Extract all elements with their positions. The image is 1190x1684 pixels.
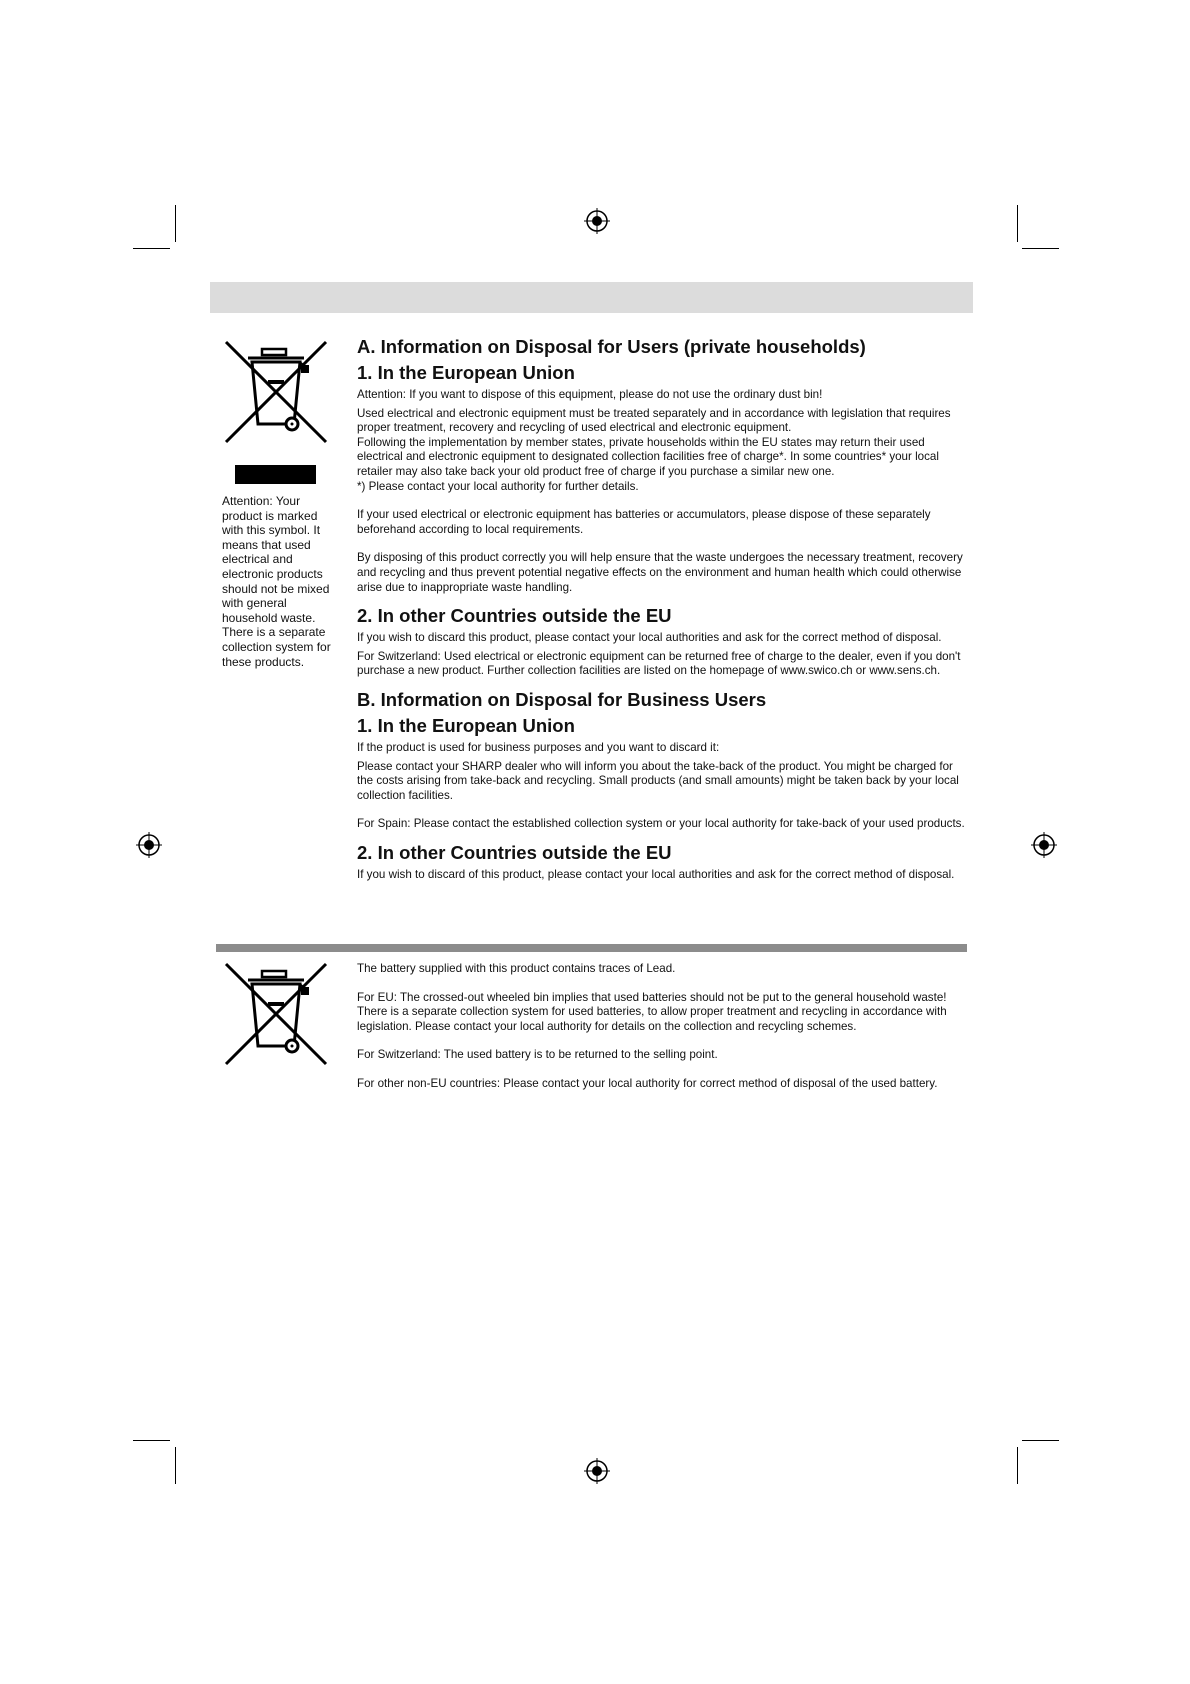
crossed-out-wheeled-bin-icon [222,962,330,1066]
section-a-eu-p3: Following the implementation by member states, private households within the EU states may return their used electrical and electronic equipment to designated collection facilities free of charge*. In some countries* your local retailer may also take back your old product free of charge if you purchase a similar new one. [357,435,939,478]
crop-mark [1017,1447,1018,1484]
header-bar [210,282,973,313]
black-bar [235,465,316,484]
section-b-title: B. Information on Disposal for Business Users [357,688,767,710]
registration-mark-icon [584,208,610,234]
section-a-other-heading: 2. In other Countries outside the EU [357,605,672,627]
crop-mark [133,248,170,249]
crop-mark [175,1447,176,1484]
crop-mark [175,205,176,242]
symbol-note: Attention: Your product is marked with this symbol. It means that used electrical and electronic products should not be mixed with general household waste. There is a separate collection system for these products. [222,494,331,669]
disposal-information [357,336,969,886]
section-divider [216,944,967,952]
section-b-other-p1: If you wish to discard of this product, please contact your local authorities and ask for the correct method of disposal. [357,867,955,881]
section-a-title: A. Information on Disposal for Users (private households) [357,336,866,357]
crop-mark [133,1440,170,1441]
battery-p1: The battery supplied with this product contains traces of Lead. [357,962,676,975]
crop-mark [1017,205,1018,242]
section-b-eu-p2: Please contact your SHARP dealer who will inform you about the take-back of the product. You might be charged for the costs arising from take-back and recycling. Small products (and small amounts) might be taken back by your local collection facilities. [357,759,959,802]
section-a-other-p2: For Switzerland: Used electrical or electronic equipment can be returned free of charge to the dealer, even if you don't purchase a new product. Further collection facilities are listed on the homepage of www.swico.ch or www.sens.ch. [357,649,961,678]
battery-p2: For EU: The crossed-out wheeled bin implies that used batteries should not be put to the general household waste! There is a separate collection system for used batteries, to allow proper treatment and recycling in accordance with legislation. Please contact your local authority for details on the collection and recycling schemes. [357,990,947,1033]
section-a-eu-heading: 1. In the European Union [357,362,575,383]
crop-mark [1022,1440,1059,1441]
section-a-eu-p4: *) Please contact your local authority for further details. [357,479,639,493]
registration-mark-icon [1031,832,1057,858]
battery-information [357,962,969,1096]
battery-p3: For Switzerland: The used battery is to be returned to the selling point. [357,1048,718,1062]
registration-mark-icon [136,832,162,858]
section-b-other-heading: 2. In other Countries outside the EU [357,841,672,863]
section-b-eu-heading: 1. In the European Union [357,714,575,736]
section-b-eu-p1: If the product is used for business purposes and you want to discard it: [357,740,720,754]
section-b-eu-p3: For Spain: Please contact the established collection system or your local authority for take-back of your used products. [357,817,965,831]
section-a-eu-p2: Used electrical and electronic equipment must be treated separately and in accordance with legislation that requires proper treatment, recovery and recycling of used electrical and electronic equipment. [357,406,951,435]
section-a-eu-p1: Attention: If you want to dispose of this equipment, please do not use the ordinary dust bin! [357,388,823,401]
section-a-other-p1: If you wish to discard this product, please contact your local authorities and ask for the correct method of disposal. [357,631,942,645]
crossed-out-wheeled-bin-icon [222,340,330,444]
battery-p4: For other non-EU countries: Please contact your local authority for correct method of disposal of the used battery. [357,1076,938,1090]
section-a-eu-p6: By disposing of this product correctly you will help ensure that the waste undergoes the necessary treatment, recovery and recycling and thus prevent potential negative effects on the environment and human health which could otherwise arise due to inappropriate waste handling. [357,551,963,594]
section-a-eu-p5: If your used electrical or electronic equipment has batteries or accumulators, please dispose of these separately beforehand according to local requirements. [357,508,931,536]
registration-mark-icon [584,1458,610,1484]
crop-mark [1022,248,1059,249]
